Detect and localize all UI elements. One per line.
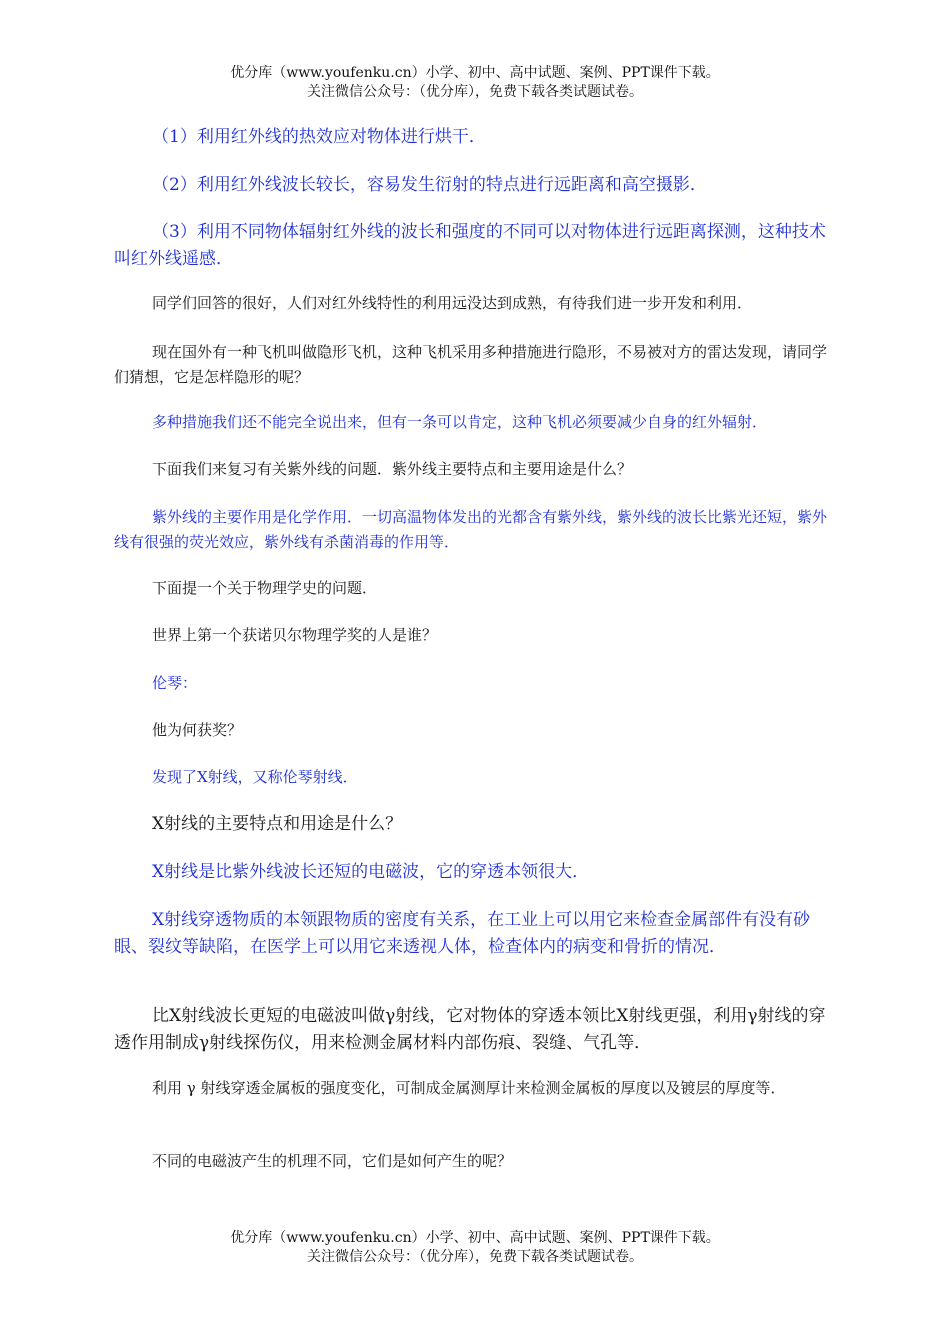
footer-line-1: 优分库（www.youfenku.cn）小学、初中、高中试题、案例、PPT课件下载。 — [230, 1230, 720, 1246]
paragraph-5: 现在国外有一种飞机叫做隐形飞机，这种飞机采用多种措施进行隐形，不易被对方的雷达发现，请同学们猜想，它是怎样隐形的呢？ — [114, 343, 828, 386]
paragraph-15: X射线是比紫外线波长还短的电磁波，它的穿透本领很大． — [152, 862, 590, 882]
paragraph-4: 同学们回答的很好，人们对红外线特性的利用远没达到成熟，有待我们进一步开发和利用． — [152, 294, 753, 312]
paragraph-13: 发现了X射线，又称伦琴射线． — [152, 768, 358, 786]
paragraph-11: 伦琴： — [152, 674, 198, 692]
header-line-2: 关注微信公众号：（优分库），免费下载各类试题试卷。 — [307, 84, 643, 100]
paragraph-7: 下面我们来复习有关紫外线的问题．紫外线主要特点和主要用途是什么？ — [152, 460, 633, 478]
paragraph-17: 比X射线波长更短的电磁波叫做γ射线，它对物体的穿透本领比X射线更强，利用γ射线的穿透作用制成γ射线探伤仪，用来检测金属材料内部伤痕、裂缝、气孔等． — [114, 1006, 826, 1053]
paragraph-8: 紫外线的主要作用是化学作用．一切高温物体发出的光都含有紫外线，紫外线的波长比紫光还短，紫外线有很强的荧光效应，紫外线有杀菌消毒的作用等． — [114, 508, 828, 551]
page-footer — [0, 1229, 950, 1267]
paragraph-16: X射线穿透物质的本领跟物质的密度有关系，在工业上可以用它来检查金属部件有没有砂眼、裂纹等缺陷，在医学上可以用它来透视人体，检查体内的病变和骨折的情况． — [114, 910, 811, 957]
page-header — [0, 64, 950, 102]
paragraph-14: X射线的主要特点和用途是什么？ — [152, 814, 403, 834]
paragraph-1: （1）利用红外线的热效应对物体进行烘干． — [152, 127, 486, 147]
paragraph-12: 他为何获奖？ — [152, 721, 243, 739]
header-line-1: 优分库（www.youfenku.cn）小学、初中、高中试题、案例、PPT课件下载。 — [230, 65, 720, 81]
paragraph-9: 下面提一个关于物理学史的问题． — [152, 579, 378, 597]
paragraph-2: （2）利用红外线波长较长，容易发生衍射的特点进行远距离和高空摄影． — [152, 175, 707, 195]
footer-line-2: 关注微信公众号：（优分库），免费下载各类试题试卷。 — [307, 1249, 643, 1265]
paragraph-18: 利用 γ 射线穿透金属板的强度变化，可制成金属测厚计来检测金属板的厚度以及镀层的厚度等． — [152, 1079, 786, 1097]
paragraph-3: （3）利用不同物体辐射红外线的波长和强度的不同可以对物体进行远距离探测，这种技术叫红外线遥感． — [114, 222, 826, 269]
paragraph-10: 世界上第一个获诺贝尔物理学奖的人是谁？ — [152, 626, 438, 644]
paragraph-6: 多种措施我们还不能完全说出来，但有一条可以肯定，这种飞机必须要减少自身的红外辐射． — [152, 413, 768, 431]
paragraph-19: 不同的电磁波产生的机理不同，它们是如何产生的呢？ — [152, 1152, 513, 1170]
